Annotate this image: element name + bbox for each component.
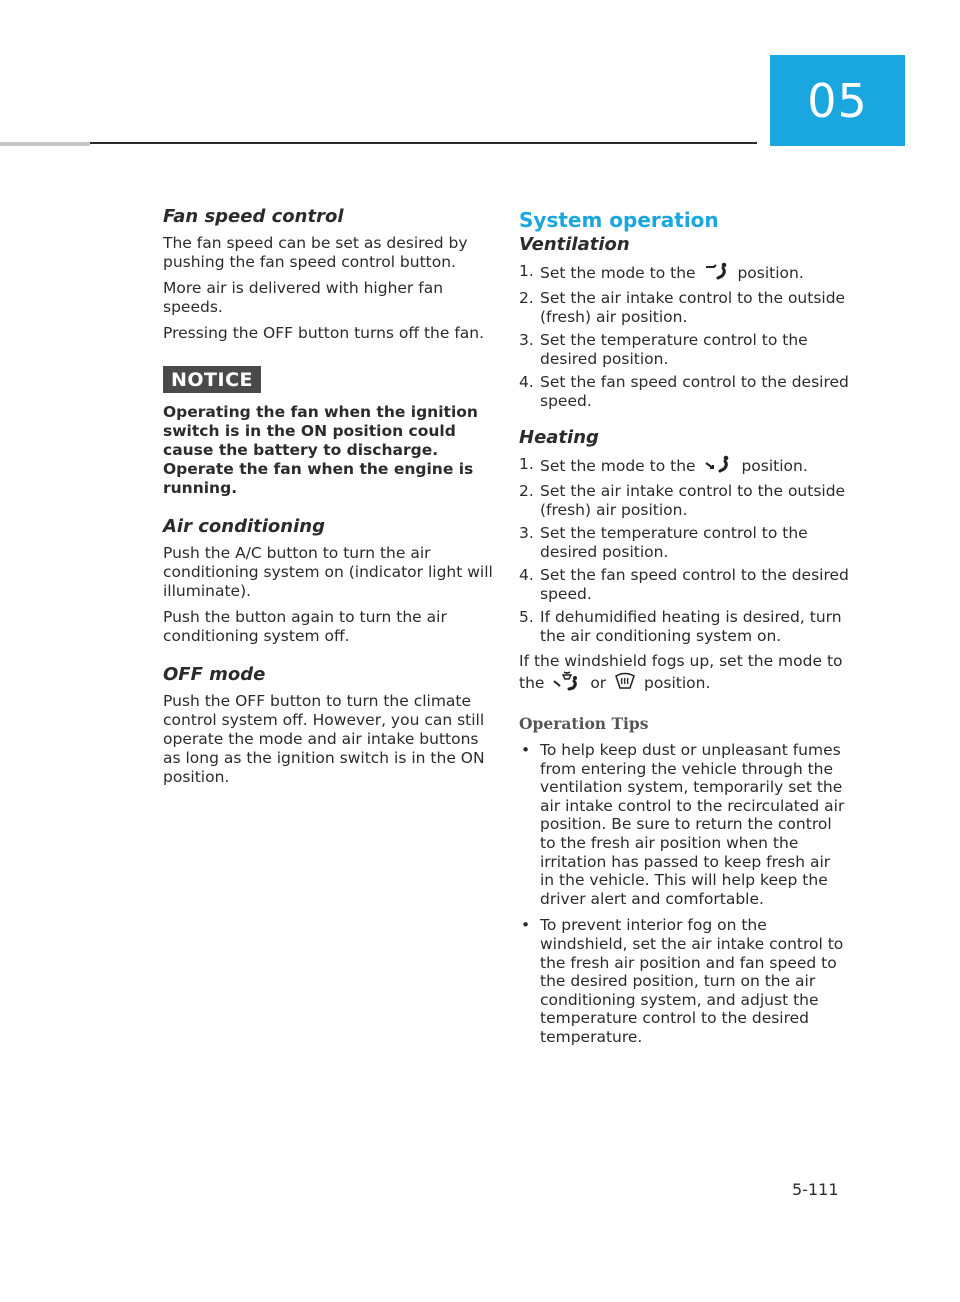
list-item: 5. If dehumidified heating is desired, turn the air conditioning system on. <box>519 608 842 645</box>
header-rule-dark <box>90 142 757 144</box>
fan-speed-p1: The fan speed can be set as desired by pushing the fan speed control button. <box>163 234 468 271</box>
ventilation-heading: Ventilation <box>519 234 630 255</box>
notice-badge: NOTICE <box>163 366 261 393</box>
system-operation-heading: System operation <box>519 208 719 232</box>
fan-speed-p2: More air is delivered with higher fan speeds. <box>163 279 444 316</box>
chapter-number: 05 <box>807 73 868 128</box>
operation-tips-list <box>519 741 849 1047</box>
bullet-icon: • <box>521 916 531 935</box>
list-item: 2. Set the air intake control to the outside (fresh) air position. <box>519 482 846 519</box>
off-mode-p1: Push the OFF button to turn the climate control system off. However, you can still operate the mode and air intake buttons as long as the ignition switch is in the ON position. <box>163 692 485 786</box>
vent-face-mode-icon <box>704 262 730 285</box>
fan-speed-p3: Pressing the OFF button turns off the fan. <box>163 324 485 342</box>
notice-text: Operating the fan when the ignition switch is in the ON position could cause the battery to discharge. Operate the fan when the engine is running. <box>163 403 478 497</box>
page-number: 5-111 <box>792 1180 839 1199</box>
list-item: 1. Set the mode to the position. <box>519 455 849 478</box>
right-column <box>519 206 849 1055</box>
list-item: 1. Set the mode to the position. <box>519 262 849 285</box>
operation-tips-heading: Operation Tips <box>519 714 649 733</box>
list-item: • To prevent interior fog on the windshield, set the air intake control to the fresh air position and fan speed to the desired position, turn on the air conditioning system, and adjust the temperature control to the desired temperature. <box>521 916 844 1046</box>
floor-defrost-mode-icon <box>552 671 582 696</box>
left-column <box>163 206 493 794</box>
chapter-tab <box>770 55 905 146</box>
header-rule-gray <box>0 142 90 146</box>
list-item: 3. Set the temperature control to the desired position. <box>519 524 808 561</box>
list-item: • To help keep dust or unpleasant fumes from entering the vehicle through the ventilation system, temporarily set the air intake control to the recirculated air position. Be sure to return the control to the fresh air position when the irritation has passed to keep fresh air in the vehicle. This will help keep the driver alert and comfortable. <box>521 741 845 908</box>
air-conditioning-p1: Push the A/C button to turn the air conditioning system on (indicator light will illuminate). <box>163 544 493 600</box>
list-item: 2. Set the air intake control to the outside (fresh) air position. <box>519 289 846 326</box>
air-conditioning-p2: Push the button again to turn the air conditioning system off. <box>163 608 447 645</box>
air-conditioning-heading: Air conditioning <box>163 516 325 537</box>
off-mode-heading: OFF mode <box>163 664 266 685</box>
heating-steps <box>519 455 849 646</box>
fan-speed-heading: Fan speed control <box>163 206 344 227</box>
defrost-icon <box>614 672 636 695</box>
list-item: 4. Set the fan speed control to the desired speed. <box>519 566 849 603</box>
heating-heading: Heating <box>519 427 599 448</box>
bullet-icon: • <box>521 741 531 759</box>
list-item: 3. Set the temperature control to the desired position. <box>519 331 808 368</box>
fog-instruction: If the windshield fogs up, set the mode to the or position. <box>519 652 849 696</box>
list-item: 4. Set the fan speed control to the desired speed. <box>519 373 849 410</box>
floor-mode-icon <box>704 455 734 478</box>
ventilation-steps <box>519 262 849 411</box>
